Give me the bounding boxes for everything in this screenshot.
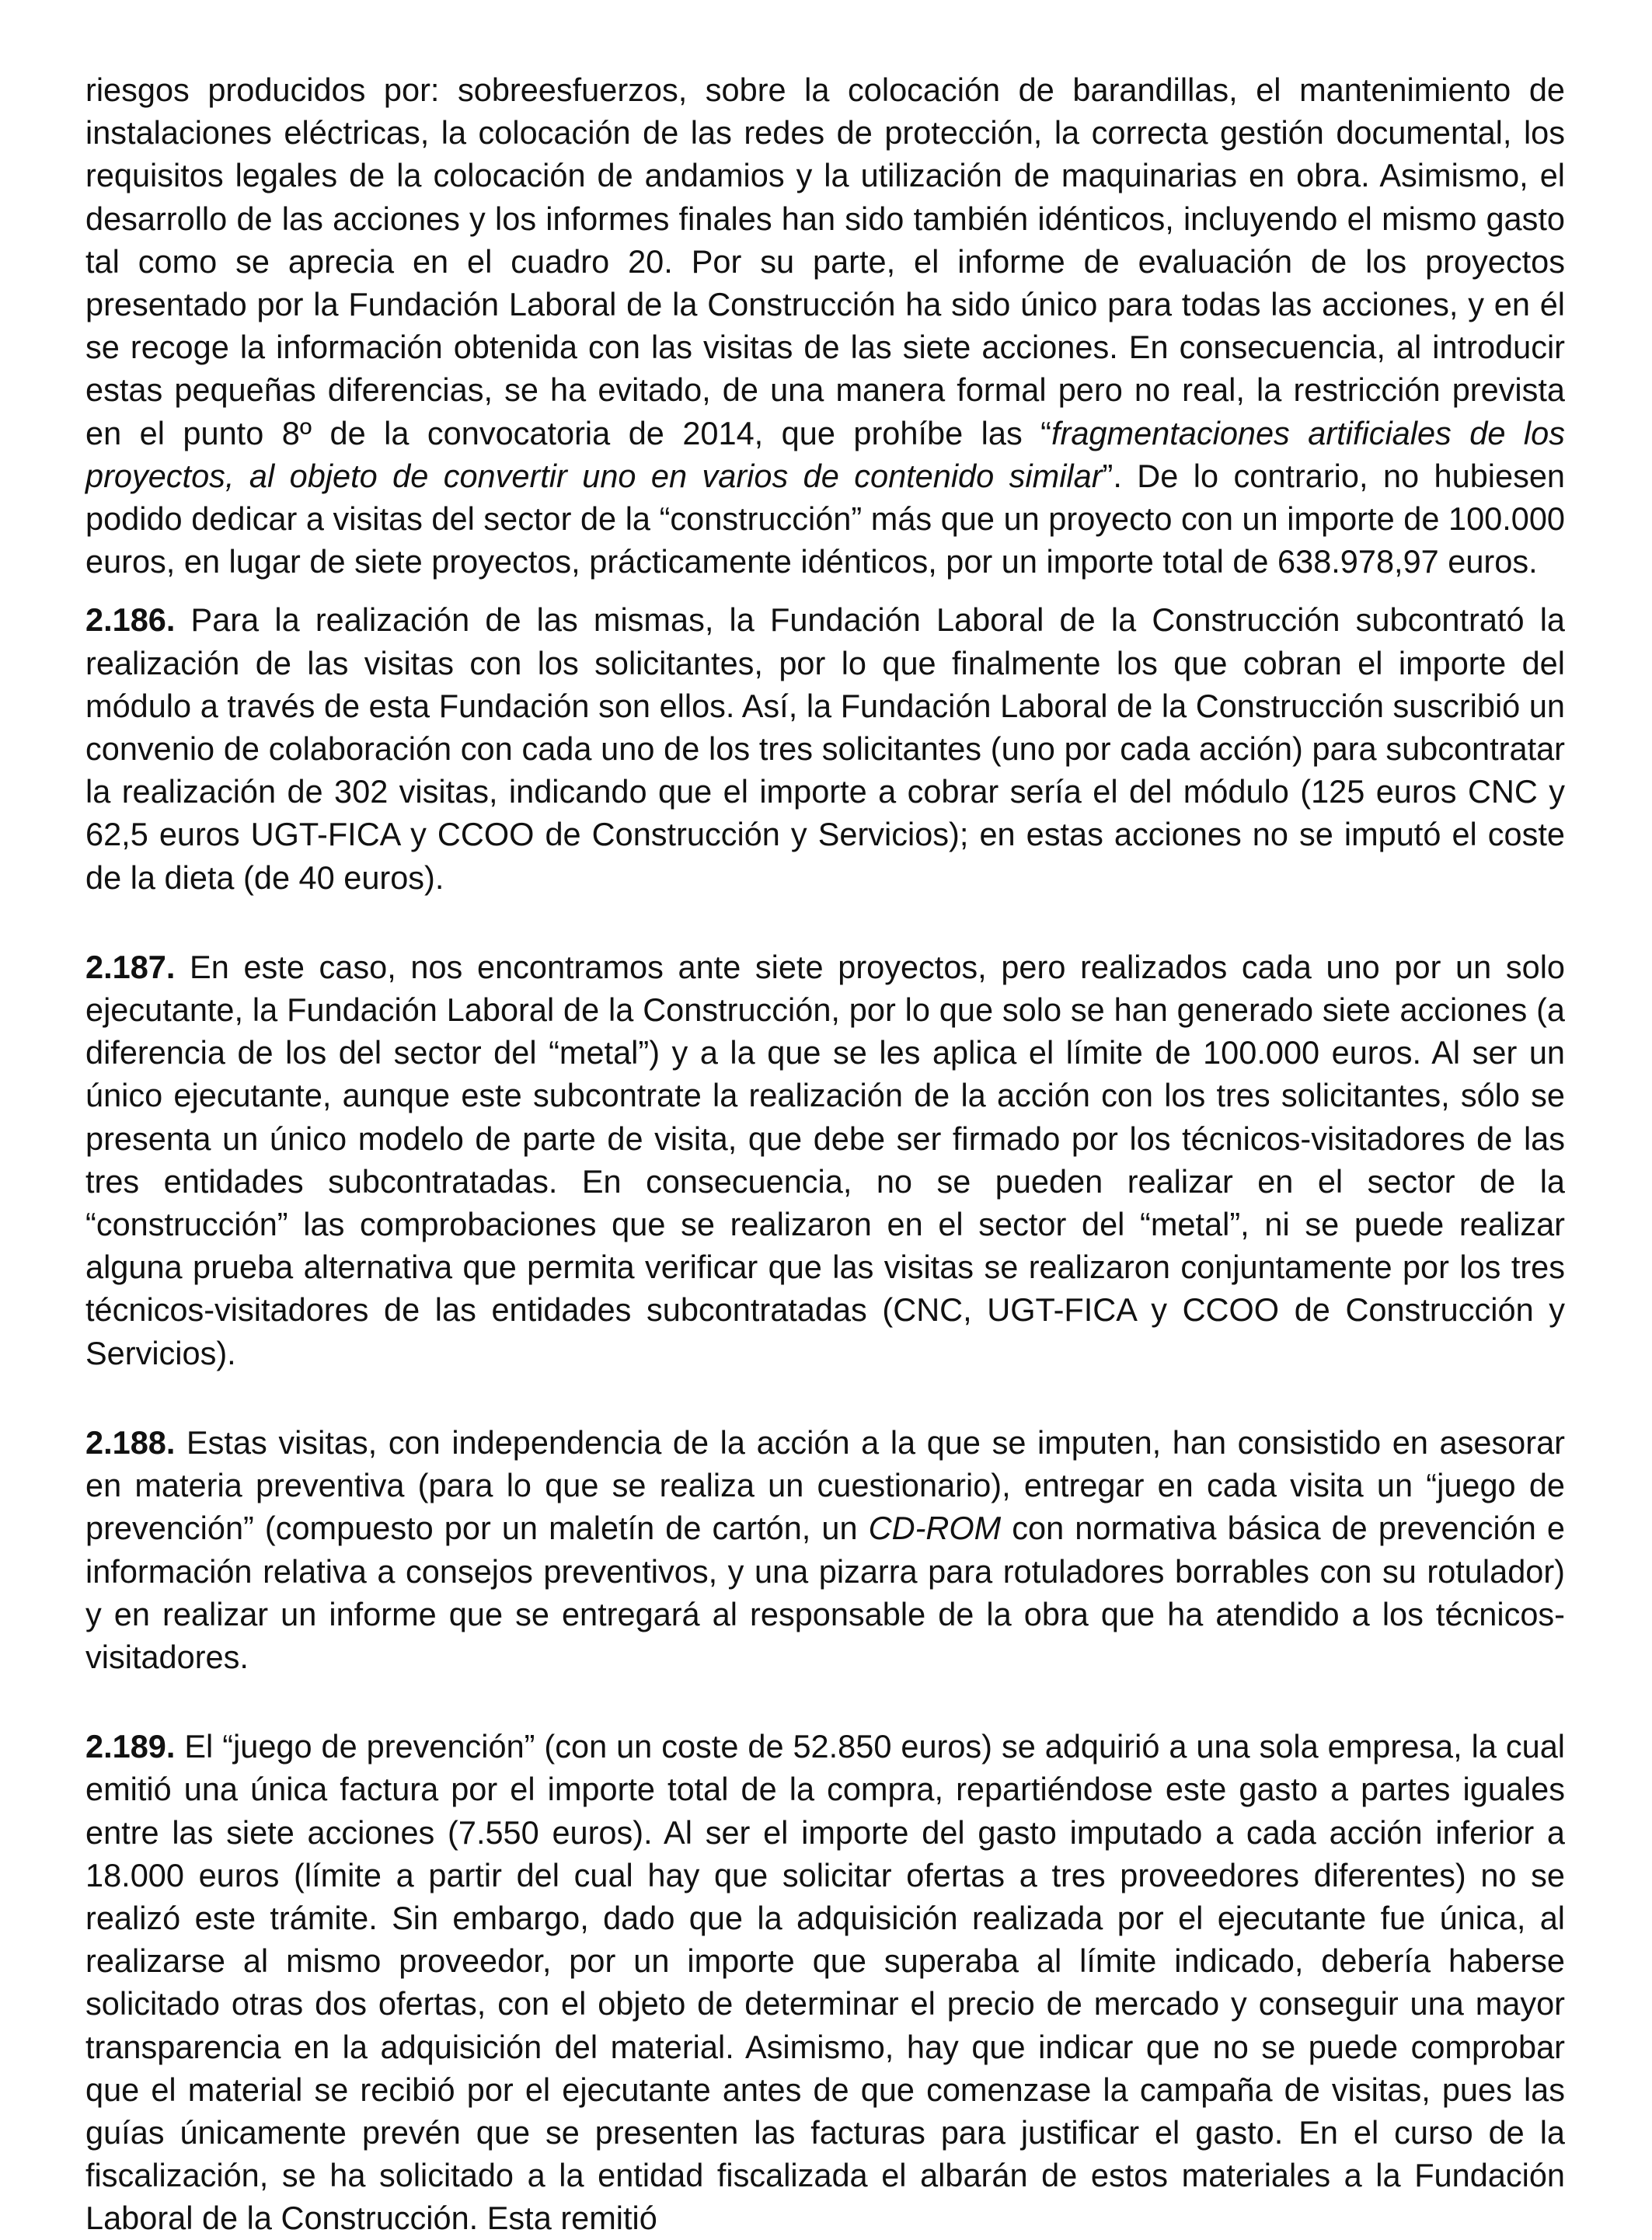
paragraph-spacer [85,1374,1565,1421]
paragraph-2-189 [85,1725,1565,2239]
paragraph-spacer [85,583,1565,598]
paragraph-text: El “juego de prevención” (con un coste de 52.850 euros) se adquirió a una sola empresa, la cual emitió una única factura por el importe total de la compra, repartiéndose este gasto a partes iguales entre las siete acciones (7.550 euros). Al ser el importe del gasto imputado a cada acción inferior a 18.000 euros (límite a partir del cual hay que solicitar ofertas a tres proveedores diferentes) no se realizó este trámite. Sin embargo, dado que la adquisición realizada por el ejecutante fue única, al realizarse al mismo proveedor, por un importe que superaba al límite indicado, debería haberse solicitado otras dos ofertas, con el objeto de determinar el precio de mercado y conseguir una mayor transparencia en la adquisición del material. Asimismo, hay que indicar que no se puede comprobar que el material se recibió por el ejecutante antes de que comenzase la campaña de visitas, pues las guías únicamente prevén que se presenten las facturas para justificar el gasto. En el curso de la fiscalización, se ha solicitado a la entidad fiscalizada el albarán de estos materiales a la Fundación Laboral de la Construcción. Esta remitió [85,1728,1565,2237]
paragraph-2-187 [85,946,1565,1374]
paragraph-spacer [85,1678,1565,1725]
paragraph-text: En este caso, nos encontramos ante siete proyectos, pero realizados cada uno por un solo ejecutante, la Fundación Laboral de la Construcción, por lo que solo se han generado siete acciones (a diferencia de los del sector del “metal”) y a la que se les aplica el límite de 100.000 euros. Al ser un único ejecutante, aunque este subcontrate la realización de la acción con los tres solicitantes, sólo se presenta un único modelo de parte de visita, que debe ser firmado por los técnicos-visitadores de las tres entidades subcontratadas. En consecuencia, no se pueden realizar en el sector de la “construcción” las comprobaciones que se realizaron en el sector del “metal”, ni se puede realizar alguna prueba alternativa que permita verificar que las visitas se realizaron conjuntamente por los tres técnicos-visitadores de las entidades subcontratadas (CNC, UGT-FICA y CCOO de Construcción y Servicios). [85,948,1565,1371]
paragraph-continuation [85,68,1565,583]
paragraph-text: Para la realización de las mismas, la Fundación Laboral de la Construcción subcontrató la realización de las visitas con los solicitantes, por lo que finalmente los que cobran el importe del módulo a través de esta Fundación son ellos. Así, la Fundación Laboral de la Construcción suscribió un convenio de colaboración con cada uno de los tres solicitantes (uno por cada acción) para subcontratar la realización de 302 visitas, indicando que el importe a cobrar sería el del módulo (125 euros CNC y 62,5 euros UGT-FICA y CCOO de Construcción y Servicios); en estas acciones no se imputó el coste de la dieta (de 40 euros). [85,601,1565,896]
quoted-italic-text: fragmentaciones artificiales de los proyectos, al objeto de convertir uno en varios de contenido similar [85,414,1565,494]
paragraph-number: 2.187. [85,948,176,985]
paragraph-2-186 [85,598,1565,898]
document-page [85,68,1565,2240]
paragraph-text: Estas visitas, con independencia de la acción a la que se imputen, han consistido en asesorar en materia preventiva (para lo que se realiza un cuestionario), entregar en cada visita un “juego de prevención” (compuesto por un maletín de cartón, un [85,1423,1565,1547]
paragraph-number: 2.189. [85,1728,176,1765]
paragraph-2-188 [85,1421,1565,1678]
paragraph-number: 2.188. [85,1423,176,1461]
paragraph-number: 2.186. [85,601,176,639]
paragraph-text: ”. De lo contrario, no hubiesen podido dedicar a visitas del sector de la “construcción” más que un proyecto con un importe de 100.000 euros, en lugar de siete proyectos, prácticamente idénticos, por un importe total de 638.978,97 euros. [85,457,1565,580]
paragraph-text: con normativa básica de prevención e información relativa a consejos preventivos, y una pizarra para rotuladores borrables con su rotulador) y en realizar un informe que se entregará al responsable de la obra que ha atendido a los técnicos-visitadores. [85,1510,1565,1675]
italic-term: CD-ROM [868,1510,1002,1547]
paragraph-text: riesgos producidos por: sobreesfuerzos, sobre la colocación de barandillas, el mantenimiento de instalaciones eléctricas, la colocación de las redes de protección, la correcta gestión documental, los requisitos legales de la colocación de andamios y la utilización de maquinarias en obra. Asimismo, el desarrollo de las acciones y los informes finales han sido también idénticos, incluyendo el mismo gasto tal como se aprecia en el cuadro 20. Por su parte, el informe de evaluación de los proyectos presentado por la Fundación Laboral de la Construcción ha sido único para todas las acciones, y en él se recoge la información obtenida con las visitas de las siete acciones. En consecuencia, al introducir estas pequeñas diferencias, se ha evitado, de una manera formal pero no real, la restricción prevista en el punto 8º de la convocatoria de 2014, que prohíbe las “ [85,71,1565,451]
paragraph-spacer [85,899,1565,946]
